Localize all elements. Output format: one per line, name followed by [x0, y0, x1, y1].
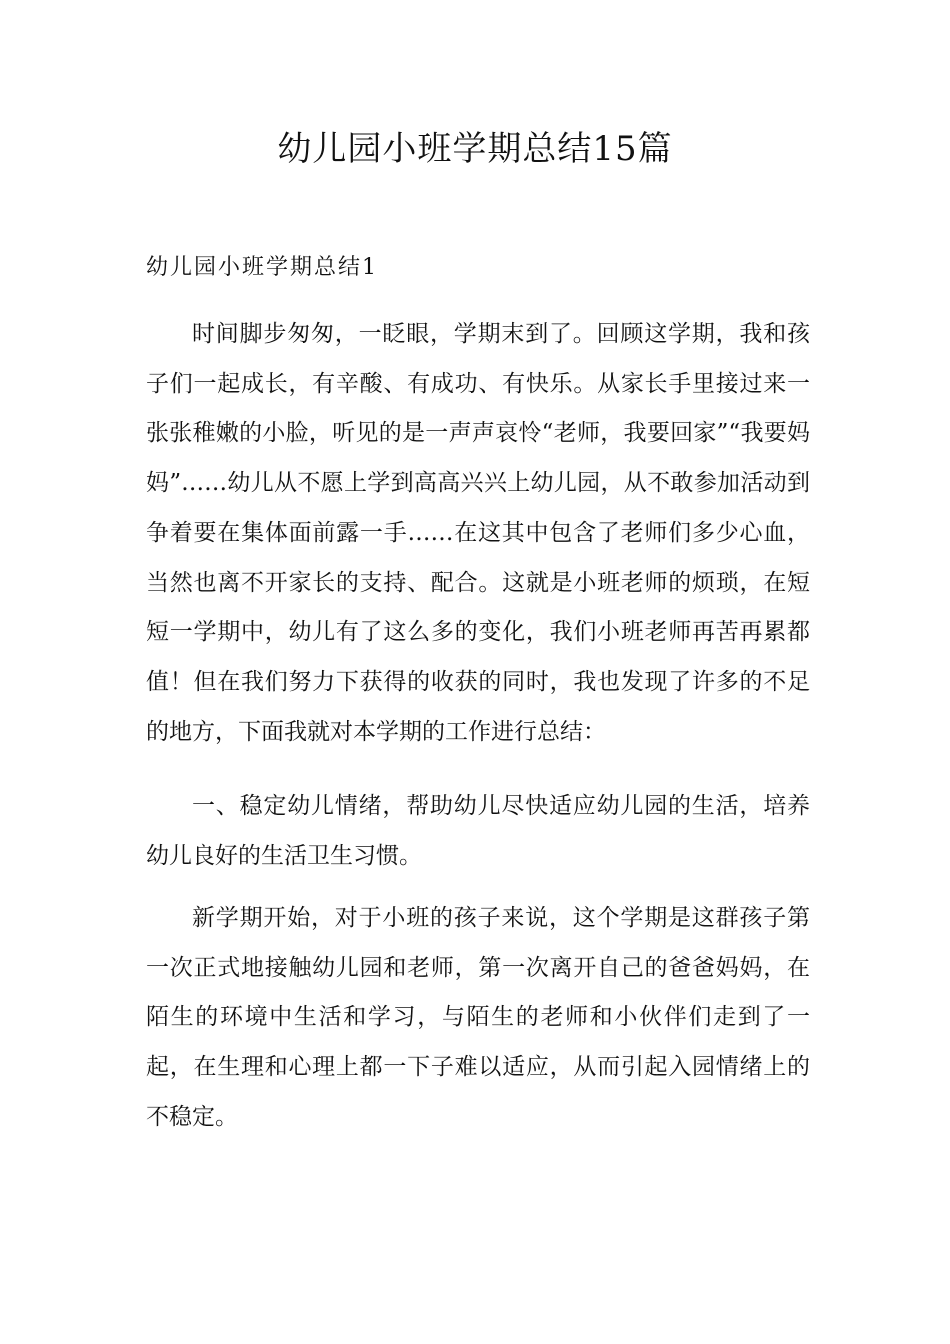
body-paragraph-point-one: 一、稳定幼儿情绪，帮助幼儿尽快适应幼儿园的生活，培养幼儿良好的生活卫生习惯。 — [146, 793, 810, 869]
document-title: 幼儿园小班学期总结15篇 — [277, 129, 673, 169]
body-paragraph-intro: 时间脚步匆匆，一眨眼，学期末到了。回顾这学期，我和孩子们一起成长，有辛酸、有成功、有快乐。从家长手里接过来一张张稚嫩的小脸，听见的是一声声哀怜“老师，我要回家”“我要妈妈”……幼儿从不愿上学到高高兴兴上幼儿园，从不敢参加活动到争着要在集体面前露一手……在这其中包含了老师们多少心血，当然也离不开家长的支持、配合。这就是小班老师的烦琐，在短短一学期中，幼儿有了这么多的变化，我们小班老师再苦再累都值！但在我们努力下获得的收获的同时，我也发现了许多的不足的地方，下面我就对本学期的工作进行总结： — [146, 321, 810, 745]
section-heading: 幼儿园小班学期总结1 — [146, 255, 378, 280]
body-paragraph-new-term: 新学期开始，对于小班的孩子来说，这个学期是这群孩子第一次正式地接触幼儿园和老师，第一次离开自己的爸爸妈妈，在陌生的环境中生活和学习，与陌生的老师和小伙伴们走到了一起，在生理和心理上都一下子难以适应，从而引起入园情绪上的不稳定。 — [146, 905, 810, 1130]
